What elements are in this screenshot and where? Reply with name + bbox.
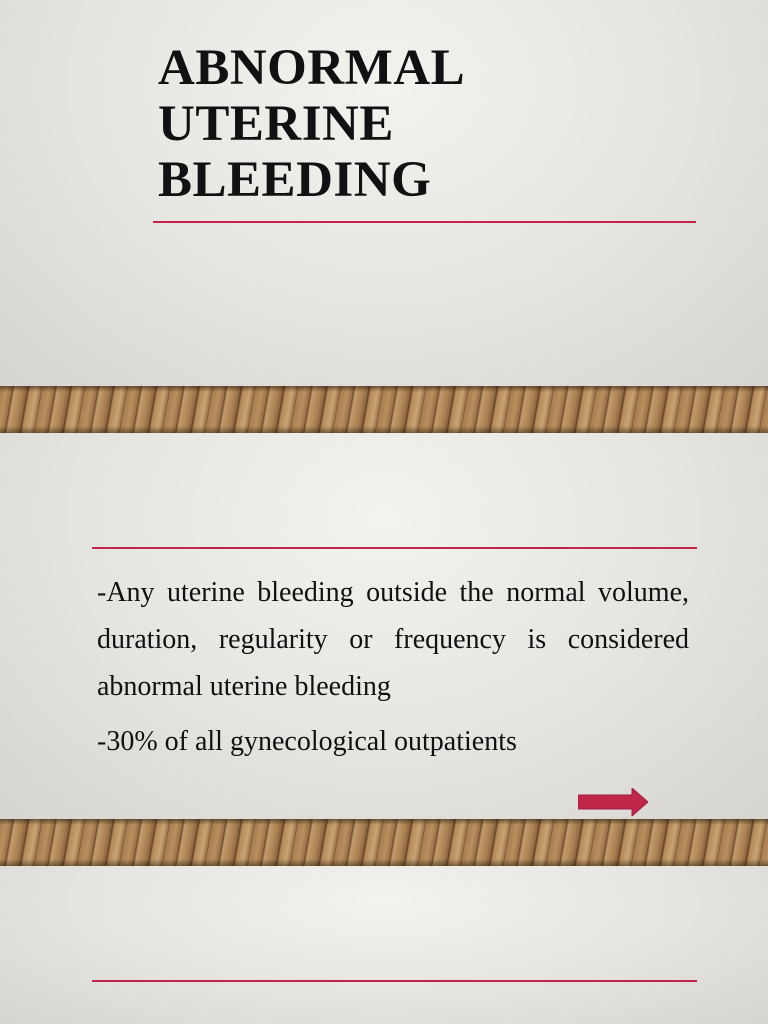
slide-title-heading	[158, 40, 698, 208]
title-line-3: BLEEDING	[158, 152, 432, 208]
slide-blank	[0, 866, 768, 1024]
definition-paragraph: -Any uterine bleeding outside the normal volume, duration, regularity or frequency is considered abnormal uterine bleeding	[97, 577, 689, 702]
slide-body	[97, 569, 689, 773]
content-divider	[92, 547, 697, 549]
statistic-paragraph: -30% of all gynecological outpatients	[97, 726, 517, 757]
content-divider	[92, 980, 697, 982]
slide-title	[0, 0, 768, 386]
wood-floor-divider	[0, 819, 768, 866]
title-divider	[153, 221, 696, 223]
arrow-right-icon[interactable]	[578, 788, 648, 816]
wood-floor-divider	[0, 386, 768, 433]
title-line-1: ABNORMAL	[158, 40, 466, 96]
title-line-2: UTERINE	[158, 96, 394, 152]
slide-definition	[0, 433, 768, 819]
